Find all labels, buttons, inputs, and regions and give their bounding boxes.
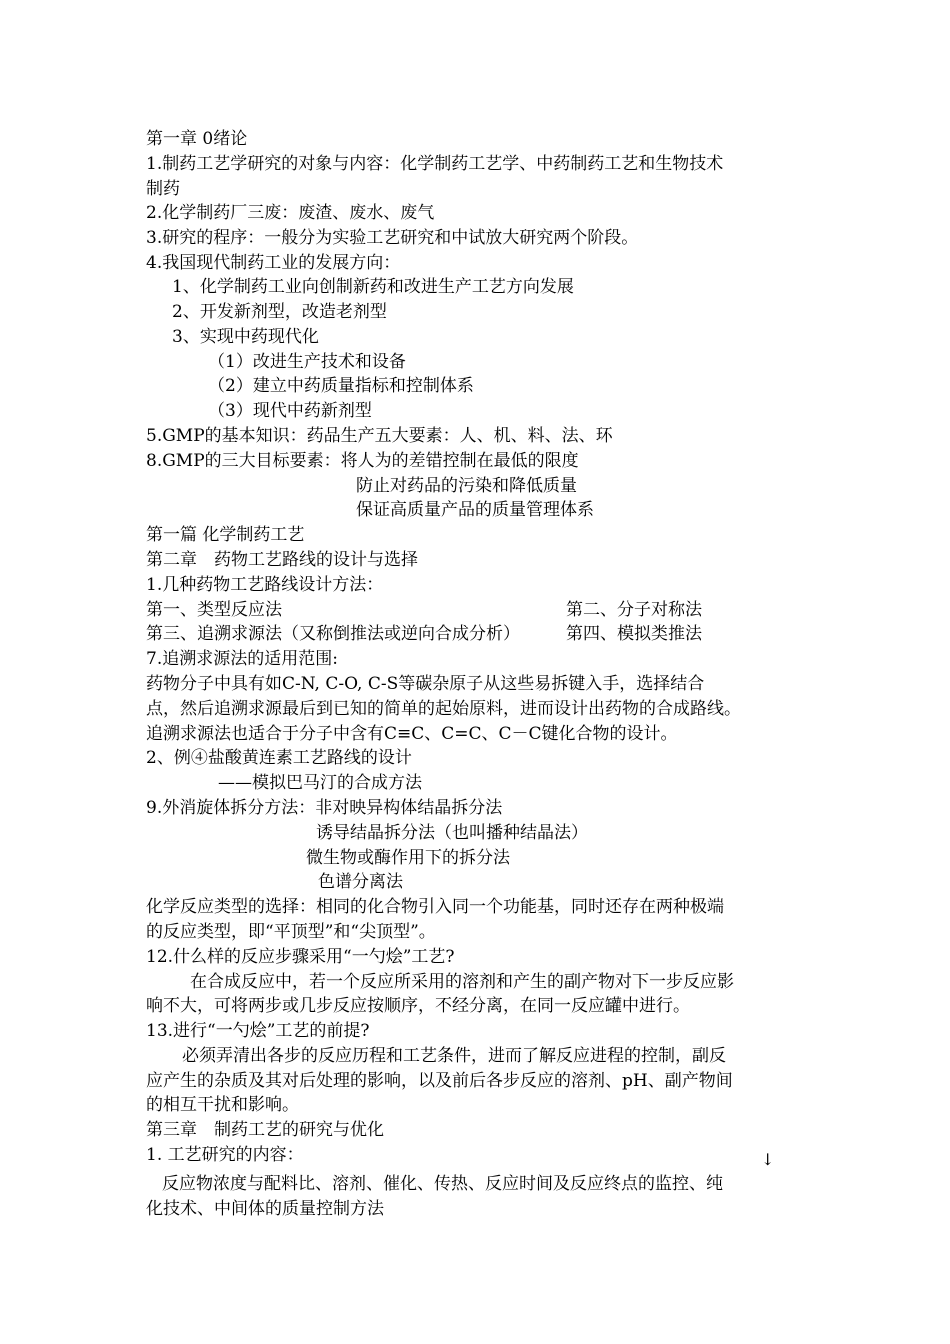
text-line: 防止对药品的污染和降低质量	[356, 476, 577, 496]
text-line: 的反应类型，即“平顶型”和“尖顶型”。	[146, 922, 436, 942]
text-line: 8.GMP的三大目标要素：将人为的差错控制在最低的限度	[146, 451, 579, 471]
text-line: 在合成反应中，若一个反应所采用的溶剂和产生的副产物对下一步反应影	[190, 972, 734, 992]
part-1-heading: 第一篇 化学制药工艺	[146, 525, 305, 545]
text-line: 7.追溯求源法的适用范围:	[146, 649, 338, 669]
chapter-1-heading: 第一章 0绪论	[146, 129, 248, 149]
text-line: 2、例④盐酸黄连素工艺路线的设计	[146, 748, 412, 768]
sub-list-item: （2）建立中药质量指标和控制体系	[208, 376, 474, 396]
arrow-down-icon: ↓	[761, 1150, 775, 1169]
text-line: 的相互干扰和影响。	[146, 1095, 299, 1115]
text-line: 第一、类型反应法	[146, 600, 282, 620]
text-line: 3.研究的程序：一般分为实验工艺研究和中试放大研究两个阶段。	[146, 228, 639, 248]
text-line: 第四、模拟类推法	[566, 624, 702, 644]
text-line: 制药	[146, 179, 180, 199]
text-line: 1. 工艺研究的内容：	[146, 1145, 304, 1165]
text-line: 12.什么样的反应步骤采用“一勺烩”工艺?	[146, 947, 455, 967]
text-line: 微生物或酶作用下的拆分法	[306, 848, 510, 868]
text-line: 药物分子中具有如C-N, C-O, C-S等碳杂原子从这些易拆键入手，选择结合	[146, 674, 705, 694]
text-line: 化技术、中间体的质量控制方法	[146, 1199, 384, 1219]
text-line: 1.几种药物工艺路线设计方法：	[146, 575, 384, 595]
text-line: 1.制药工艺学研究的对象与内容：化学制药工艺学、中药制药工艺和生物技术	[146, 154, 724, 174]
text-line: 诱导结晶拆分法（也叫播种结晶法）	[316, 823, 588, 843]
text-line: 4.我国现代制药工业的发展方向：	[146, 253, 401, 273]
list-item: 1、化学制药工业向创制新药和改进生产工艺方向发展	[172, 277, 574, 297]
text-line: 第三、追溯求源法（又称倒推法或逆向合成分析）	[146, 624, 520, 644]
sub-list-item: （1）改进生产技术和设备	[208, 352, 406, 372]
text-line: 必须弄清出各步的反应历程和工艺条件，进而了解反应进程的控制，副反	[182, 1046, 726, 1066]
text-line: 反应物浓度与配料比、溶剂、催化、传热、反应时间及反应终点的监控、纯	[162, 1174, 723, 1194]
chapter-2-heading: 第二章 药物工艺路线的设计与选择	[146, 550, 418, 570]
text-line: 色谱分离法	[318, 872, 403, 892]
text-line: 点，然后追溯求源最后到已知的简单的起始原料，进而设计出药物的合成路线。	[146, 699, 741, 719]
text-line: 化学反应类型的选择：相同的化合物引入同一个功能基，同时还存在两种极端	[146, 897, 724, 917]
text-line: 响不大，可将两步或几步反应按顺序，不经分离，在同一反应罐中进行。	[146, 996, 690, 1016]
text-line: 5.GMP的基本知识：药品生产五大要素：人、机、料、法、环	[146, 426, 613, 446]
list-item: 3、实现中药现代化	[172, 327, 319, 347]
list-item: 2、开发新剂型，改造老剂型	[172, 302, 387, 322]
text-line: 13.进行“一勺烩”工艺的前提?	[146, 1021, 370, 1041]
text-line: 9.外消旋体拆分方法：非对映异构体结晶拆分法	[146, 798, 503, 818]
text-line: 第二、分子对称法	[566, 600, 702, 620]
sub-list-item: （3）现代中药新剂型	[208, 401, 372, 421]
text-line: 保证高质量产品的质量管理体系	[356, 500, 594, 520]
text-line: ——模拟巴马汀的合成方法	[218, 773, 422, 793]
text-line: 应产生的杂质及其对后处理的影响，以及前后各步反应的溶剂、pH、副产物间	[146, 1071, 733, 1091]
text-line: 2.化学制药厂三废：废渣、废水、废气	[146, 203, 435, 223]
text-line: 追溯求源法也适合于分子中含有C≡C、C=C、C－C键化合物的设计。	[146, 724, 678, 744]
chapter-3-heading: 第三章 制药工艺的研究与优化	[146, 1120, 384, 1140]
